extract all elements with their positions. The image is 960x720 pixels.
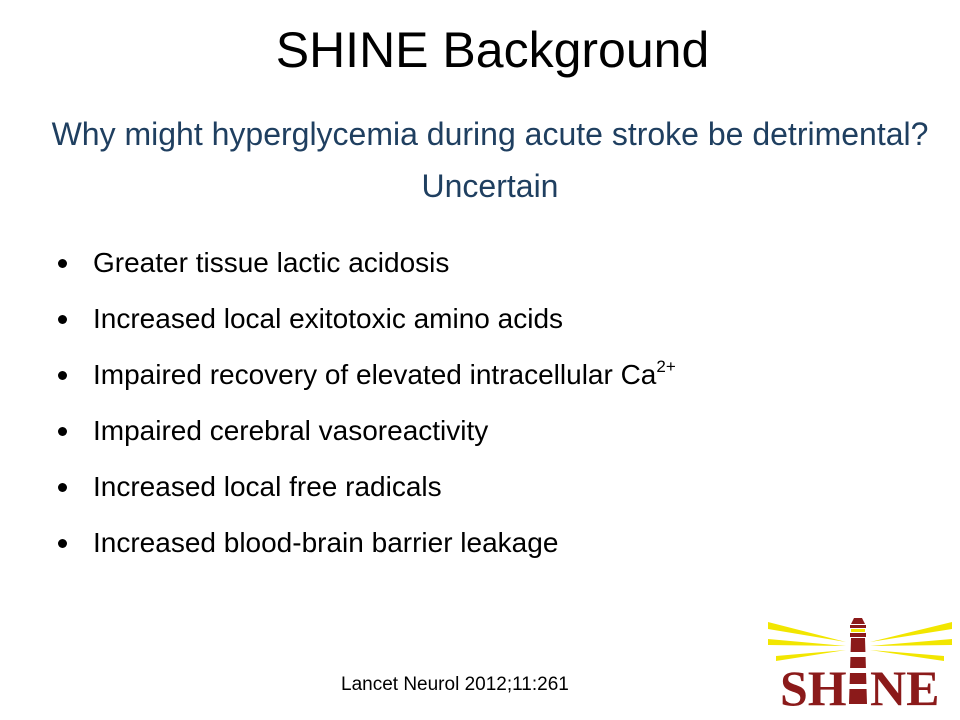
bullet-text: Impaired recovery of elevated intracellular Ca [93,359,657,390]
slide-title: SHINE Background [275,22,710,78]
bullet-text: Increased blood-brain barrier leakage [93,527,559,558]
bullet-item [58,408,676,464]
bullet-text: Greater tissue lactic acidosis [93,247,450,278]
bullet-icon [58,371,67,380]
citation: Lancet Neurol 2012;11:261 [341,674,569,695]
bullet-item [58,240,676,296]
bullet-icon [58,483,67,492]
logo-text-ne: NE [870,660,940,716]
bullet-item [58,464,676,520]
bullet-icon [58,259,67,268]
superscript-charge: 2+ [656,357,676,376]
slide-subtitle: Why might hyperglycemia during acute stroke be detrimental? Uncertain [51,116,929,204]
bullet-item [58,352,676,408]
bullet-item [58,520,676,576]
bullet-text: Increased local exitotoxic amino acids [93,303,564,334]
bullet-text: Impaired cerebral vasoreactivity [93,415,489,446]
bullet-icon [58,427,67,436]
shine-logo [762,608,958,718]
lighthouse-icon [849,618,867,704]
bullet-icon [58,539,67,548]
logo-text-sh: SH [780,660,847,716]
bullet-icon [58,315,67,324]
bullet-item [58,296,676,352]
bullet-list [58,240,676,576]
bullet-text: Increased local free radicals [93,471,442,502]
